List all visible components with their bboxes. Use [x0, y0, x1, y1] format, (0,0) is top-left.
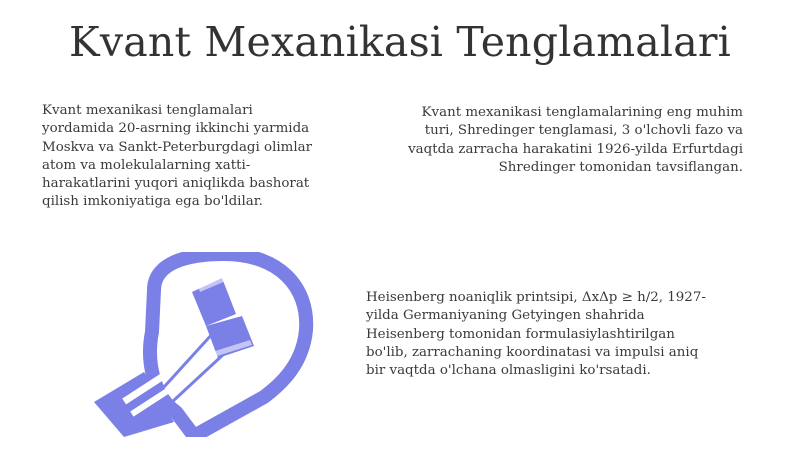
paragraph-bottom: Heisenberg noaniqlik printsipi, ΔxΔp ≥ h/2, 1927- yilda Germaniyaning Getyingen shahrida Heisenberg tomonidan formulasiylashtirilgan bo'lib, zarrachaning koordinatasi va impulsi aniq bir vaqtda o'lchana olmasligini ko'rsatadi.	[366, 290, 706, 379]
paragraph-right: Kvant mexanikasi tenglamalarining eng muhim turi, Shredinger tenglamasi, 3 o'lchovli fazo va vaqtda zarracha harakatini 1926-yilda Erfurtdagi Shredinger tomonidan tavsiflangan.	[408, 105, 743, 175]
slide-title: Kvant Mexanikasi Tenglamalari	[69, 18, 731, 66]
lightbulb-book-icon	[94, 252, 314, 437]
paragraph-left: Kvant mexanikasi tenglamalari yordamida 20-asrning ikkinchi yarmida Moskva va Sankt-Peterburgdagi olimlar atom va molekulalarning xatti- harakatlarini yuqori aniqlikda bashorat qilish imkoniyatiga ega bo'ldilar.	[42, 103, 313, 210]
